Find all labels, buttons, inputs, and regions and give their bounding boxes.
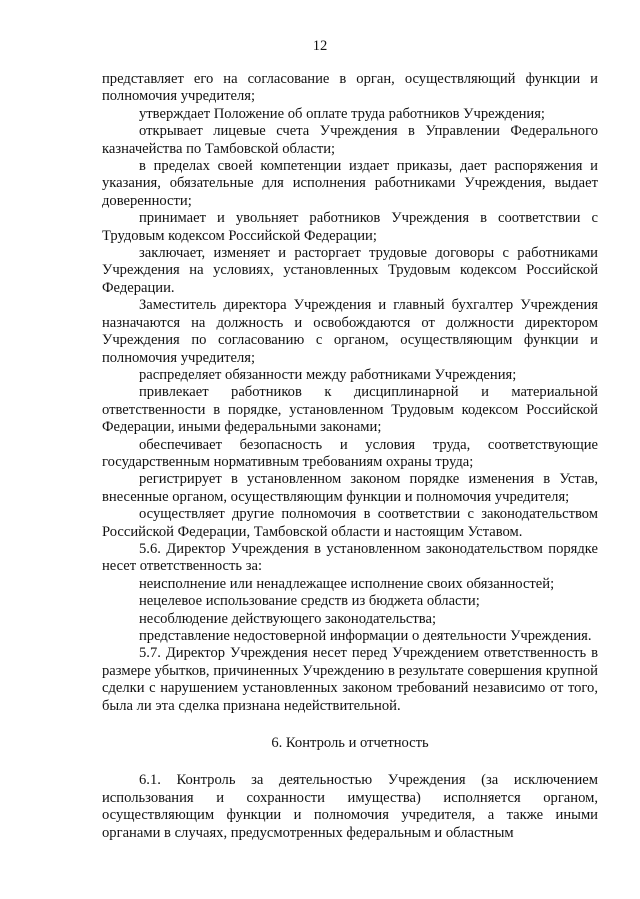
paragraph: в пределах своей компетенции издает приказы, дает распоряжения и указания, обязательные для исполнения работниками Учреждения, выдает доверенности; <box>102 158 598 209</box>
paragraph: нецелевое использование средств из бюджета области; <box>139 593 480 610</box>
paragraph: представление недостоверной информации о деятельности Учреждения. <box>139 628 592 644</box>
paragraph: Заместитель директора Учреждения и главный бухгалтер Учреждения назначаются на должность и освобождаются от должности директором Учреждения по согласованию с органом, осуществляющим функции и полномочия учредителя; <box>102 297 598 366</box>
paragraph: принимает и увольняет работников Учреждения в соответствии с Трудовым кодексом Российской Федерации; <box>102 210 598 244</box>
paragraph: 5.7. Директор Учреждения несет перед Учреждением ответственность в размере убытков, причиненных Учреждению в результате совершения крупной сделки с нарушением установленных законом требований независимо от того, была ли эта сделка признана недействительной. <box>102 645 598 714</box>
paragraph: заключает, изменяет и расторгает трудовые договоры с работниками Учреждения на условиях, установленных Трудовым кодексом Российской Федерации. <box>102 245 598 296</box>
paragraph: осуществляет другие полномочия в соответствии с законодательством Российской Федерации, Тамбовской области и настоящим Уставом. <box>102 506 598 540</box>
paragraph: распределяет обязанности между работниками Учреждения; <box>139 366 517 383</box>
page-number: 12 <box>312 38 328 54</box>
paragraph: 5.6. Директор Учреждения в установленном законодательством порядке несет ответственность за: <box>102 540 598 575</box>
paragraph: утверждает Положение об оплате труда работников Учреждения; <box>139 105 545 122</box>
document-body <box>102 71 598 842</box>
paragraph: регистрирует в установленном законом порядке изменения в Устав, внесенные органом, осуществляющим функции и полномочия учредителя; <box>102 471 598 505</box>
paragraph: привлекает работников к дисциплинарной и материальной ответственности в порядке, установленном Трудовым кодексом Российской Федерации, иными федеральными законами; <box>102 384 598 436</box>
paragraph: 6.1. Контроль за деятельностью Учреждения (за исключением использования и сохранности имущества) исполняется органом, осуществляющим функции и полномочия учредителя, а также иными органами в случаях, предусмотренных федеральным и областным <box>102 772 598 841</box>
section-heading: 6. Контроль и отчетность <box>271 735 429 752</box>
paragraph: обеспечивает безопасность и условия труда, соответствующие государственным нормативным требованиям охраны труда; <box>102 436 598 470</box>
paragraph: открывает лицевые счета Учреждения в Управлении Федерального казначейства по Тамбовской области; <box>102 123 598 157</box>
paragraph: неисполнение или ненадлежащее исполнение своих обязанностей; <box>139 575 555 592</box>
paragraph: несоблюдение действующего законодательства; <box>139 610 436 627</box>
paragraph: представляет его на согласование в орган, осуществляющий функции и полномочия учредителя; <box>102 71 598 105</box>
